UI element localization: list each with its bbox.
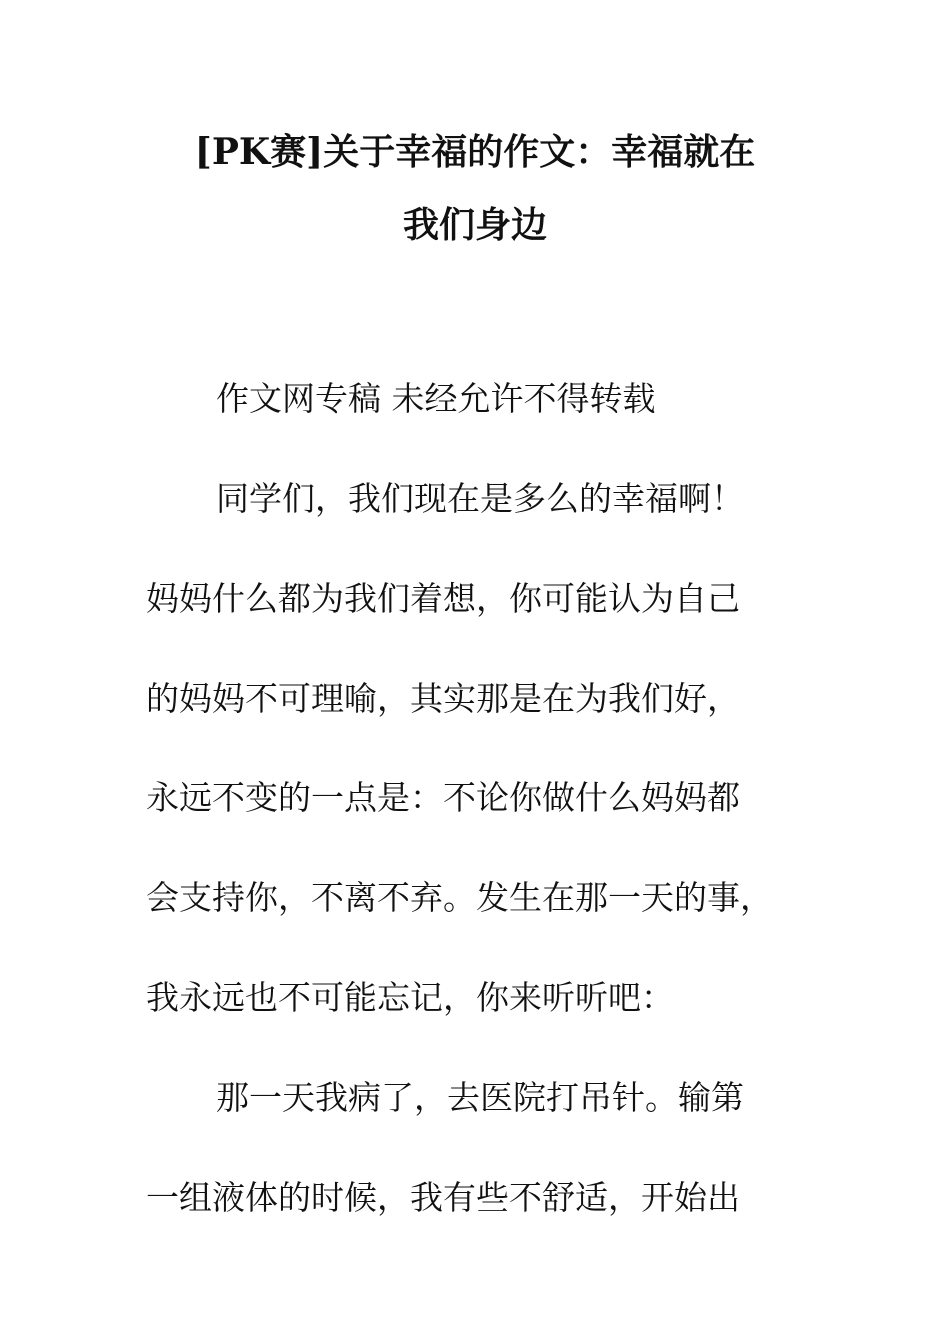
body-line: 的妈妈不可理喻，其实那是在为我们好， [146,679,740,718]
body-line: 一组液体的时候，我有些不舒适，开始出 [146,1178,740,1217]
body-line: 永远不变的一点是：不论你做什么妈妈都 [146,778,740,817]
body-line: 那一天我病了，去医院打吊针。输第 [216,1078,744,1117]
body-line: 同学们，我们现在是多么的幸福啊！ [216,479,744,518]
body-line: 作文网专稿 未经允许不得转载 [216,379,656,418]
document-title-line-2: 我们身边 [402,204,547,246]
body-line: 妈妈什么都为我们着想，你可能认为自己 [146,579,740,618]
document-title-line-1: [PK赛]关于幸福的作文：幸福就在 [194,131,756,173]
body-line: 我永远也不可能忘记，你来听听吧： [146,978,674,1017]
body-line: 会支持你，不离不弃。发生在那一天的事， [146,878,773,917]
